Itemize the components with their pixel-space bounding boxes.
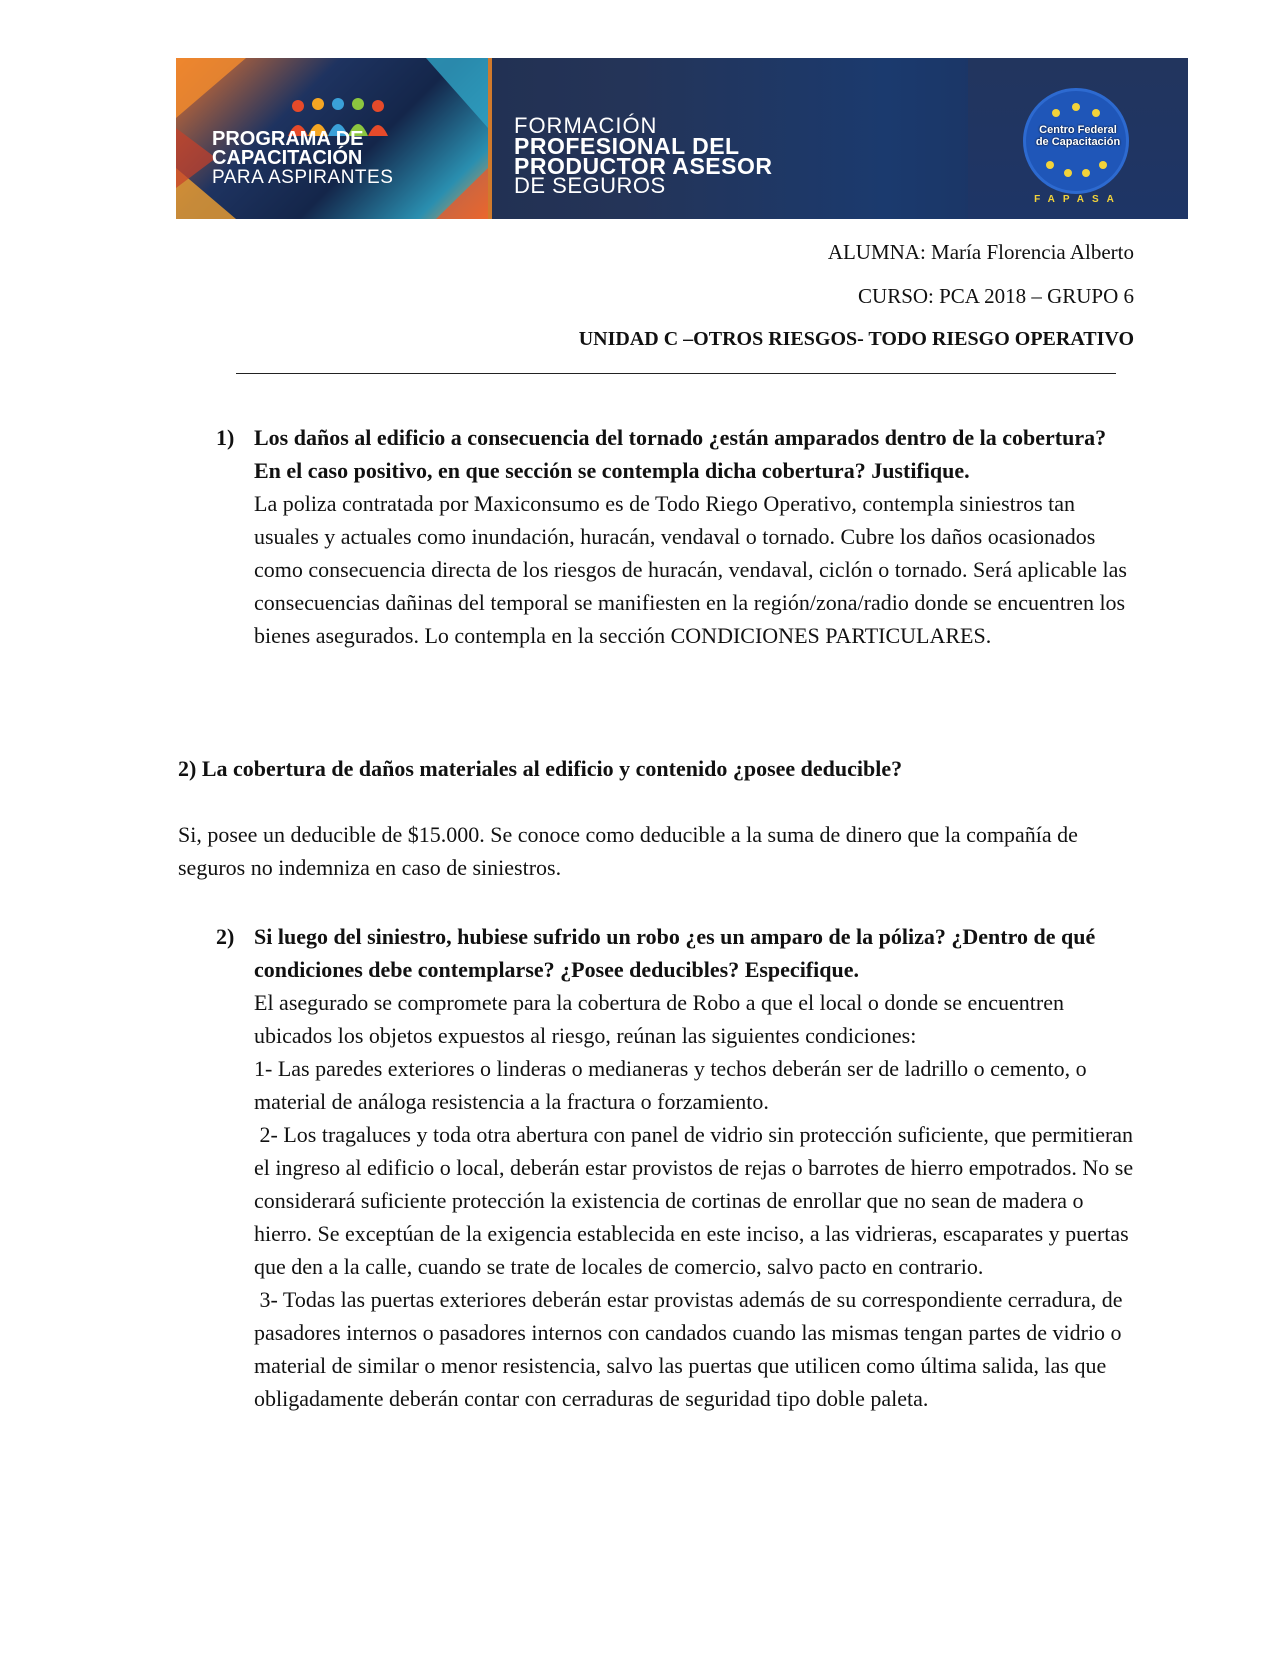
header-banner [176,58,1188,219]
cfc-line-1: Centro Federal [1039,124,1117,136]
answer-1: La poliza contratada por Maxiconsumo es de Todo Riego Operativo, contempla siniestros tan usuales y actuales como inundación, huracán, vendaval o tornado. Cubre los daños ocasionados como consecuencia directa de los riesgos de huracán, vendaval, ciclón o tornado. Será aplicable las consecuencias dañinas del temporal se manifiesten en la región/zona/radio donde se encuentren los bienes asegurados. Lo contempla en la sección CONDICIONES PARTICULARES. [254,491,1127,648]
answer-2: Si, posee un deducible de $15.000. Se conoce como deducible a la suma de dinero que la compañía de seguros no indemniza en caso de siniestros. [178,822,1078,880]
formacion-line-2: PROFESIONAL DEL [514,133,740,159]
formacion-line-4: DE SEGUROS [514,173,666,198]
program-line-2: CAPACITACIÓN [212,147,363,169]
formacion-line-1: FORMACIÓN [514,113,658,138]
question-1-number: 1) [216,425,235,450]
answer-3-item-3: 3- Todas las puertas exteriores deberán estar provistas además de su correspondiente cerradura, de pasadores internos o pasadores internos con candados cuando las mismas tengan partes de vidrio o material de similar o menor resistencia, salvo las puertas que utilicen como última salida, las que obligadamente deberán contar con cerraduras de seguridad tipo doble paleta. [254,1287,1129,1411]
banner-divider [488,58,492,219]
course-info: CURSO: PCA 2018 – GRUPO 6 [858,284,1134,308]
formacion-line-3: PRODUCTOR ASESOR [514,153,773,179]
program-line-3: PARA ASPIRANTES [212,167,394,188]
question-3: Si luego del siniestro, hubiese sufrido un robo ¿es un amparo de la póliza? ¿Dentro de qué condiciones debe contemplarse? ¿Posee deducibles? Especifique. [254,924,1096,982]
answer-3-item-1: 1- Las paredes exteriores o linderas o medianeras y techos deberán ser de ladrillo o cemento, o material de análoga resistencia a la fractura o forzamiento. [254,1056,1087,1114]
program-panel [176,58,488,219]
section-3 [254,920,1139,1415]
unit-title: UNIDAD C –OTROS RIESGOS- TODO RIESGO OPERATIVO [578,328,1134,350]
cfc-line-2: de Capacitación [1035,136,1121,148]
cfc-logo [968,58,1188,219]
student-name: ALUMNA: María Florencia Alberto [827,240,1134,264]
question-1: Los daños al edificio a consecuencia del tornado ¿están amparados dentro de la cobertura? En el caso positivo, en que sección se contempla dicha cobertura? Justifique. [254,425,1107,483]
section-1 [254,421,1136,652]
answer-3-intro: El asegurado se compromete para la cobertura de Robo a que el local o donde se encuentren ubicados los objetos expuestos al riesgo, reúnan las siguientes condiciones: [254,990,1064,1048]
section-2-answer [178,818,1118,884]
formacion-title [514,113,934,198]
question-2: 2) La cobertura de daños materiales al edificio y contenido ¿posee deducible? [178,756,903,781]
cfc-label [968,124,1188,148]
program-line-1: PROGRAMA DE [212,128,364,150]
answer-3-item-2: 2- Los tragaluces y toda otra abertura con panel de vidrio sin protección suficiente, que permitieran el ingreso al edificio o local, deberán estar provistos de rejas o barrotes de hierro empotrados. No se considerará suficiente protección la existencia de cortinas de enrollar que no sean de madera o hierro. Se exceptúan de la exigencia establecida en este inciso, a las vidrieras, escaparates y puertas que den a la calle, cuando se trate de locales de comercio, salvo pacto en contrario. [254,1122,1139,1279]
header-rule [236,373,1116,374]
fapasa-ring-text: FAPASA [1034,194,1122,205]
program-title [212,130,472,187]
question-3-number: 2) [216,924,235,949]
section-2 [178,752,1138,785]
